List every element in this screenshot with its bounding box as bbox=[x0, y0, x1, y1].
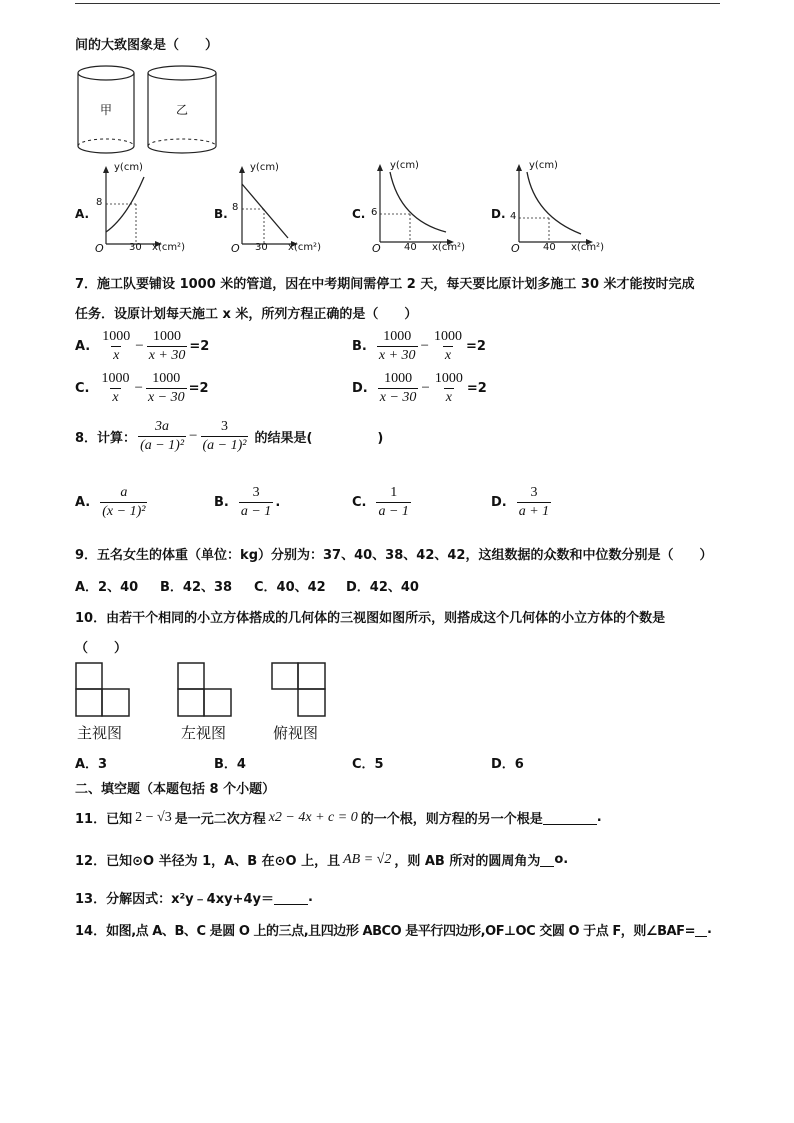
top-view bbox=[271, 662, 331, 742]
q8-option-c[interactable] bbox=[352, 484, 413, 521]
q8-option-d[interactable] bbox=[491, 484, 553, 521]
q6-stem: 间的大致图象是（ ） bbox=[75, 38, 219, 53]
q13-stem bbox=[75, 888, 313, 907]
q6-option-c-graph[interactable] bbox=[366, 158, 476, 258]
q7-c-d2: x − 30 bbox=[147, 390, 185, 405]
q7-b-n2: 1000 bbox=[434, 329, 462, 344]
q8-d-num: 3 bbox=[530, 485, 538, 500]
graph-c-y-axis-label: y(cm) bbox=[390, 160, 419, 171]
q8-option-c-label: C. bbox=[352, 495, 367, 510]
q8-d2: (a − 1)² bbox=[202, 438, 247, 453]
front-view-figure bbox=[75, 662, 135, 720]
q7-d-rhs: =2 bbox=[466, 381, 487, 396]
q14-end: . bbox=[707, 922, 712, 937]
q7-c-rhs: =2 bbox=[188, 381, 209, 396]
cylinder-yi bbox=[146, 63, 218, 158]
graph-b-x-tick: 30 bbox=[255, 242, 268, 253]
graph-d-y-axis-label: y(cm) bbox=[529, 160, 558, 171]
q7-b-d1: x + 30 bbox=[378, 348, 416, 363]
q10-option-c[interactable]: C．5 bbox=[352, 757, 384, 772]
q7-a-n2: 1000 bbox=[153, 329, 182, 344]
q11-equation: x2 − 4x + c = 0 bbox=[268, 809, 358, 825]
graph-a-y-axis-label: y(cm) bbox=[114, 162, 143, 173]
q8-d-den: a + 1 bbox=[518, 504, 550, 519]
graph-a-y-tick: 8 bbox=[96, 197, 103, 208]
q8-option-d-label: D. bbox=[491, 495, 507, 510]
q7-option-b-label: B. bbox=[352, 339, 367, 354]
q12-stem bbox=[75, 850, 568, 869]
q11-mid: 是一元二次方程 bbox=[174, 812, 266, 827]
q7-option-c-label: C. bbox=[75, 381, 90, 396]
graph-a-x-tick: 30 bbox=[129, 242, 142, 253]
q10-option-b[interactable]: B．4 bbox=[214, 757, 246, 772]
q7-b-d2: x bbox=[444, 348, 452, 363]
header-rule bbox=[75, 3, 720, 4]
q7-line1 bbox=[75, 273, 695, 292]
graph-c-x-tick: 40 bbox=[404, 242, 417, 253]
q8-option-b-label: B. bbox=[214, 495, 229, 510]
q8-c-den: a − 1 bbox=[378, 504, 409, 519]
left-view-label: 左视图 bbox=[181, 724, 227, 742]
q7-a-rhs: =2 bbox=[189, 339, 210, 354]
left-view-figure bbox=[177, 662, 237, 720]
graph-c-x-axis-label: x(cm²) bbox=[432, 242, 465, 253]
q7-c-d1: x bbox=[112, 390, 119, 405]
q7-b-rhs: =2 bbox=[466, 339, 486, 354]
q10-line2: （ ） bbox=[75, 641, 128, 656]
q7-option-d-label: D. bbox=[352, 381, 368, 396]
q9-text: 五名女生的体重（单位：kg）分别为：37、40、38、42、42，这组数据的众数和中位数分别是（ ） bbox=[97, 548, 713, 563]
q13-number: 13． bbox=[75, 892, 107, 907]
graph-b-y-tick: 8 bbox=[232, 202, 239, 213]
q7-line2: 任务．设原计划每天施工 x 米，所列方程正确的是（ ） bbox=[75, 307, 418, 322]
graph-b-x-axis-label: x(cm²) bbox=[288, 242, 321, 253]
q13-answer-blank[interactable] bbox=[274, 890, 308, 905]
q7-option-a-label: A. bbox=[75, 339, 91, 354]
section-title: 二、填空题（本题包括 8 个小题） bbox=[75, 782, 276, 797]
q7-option-b[interactable] bbox=[352, 328, 486, 365]
q8-a-den: (x − 1)² bbox=[102, 504, 146, 519]
q10-text: 由若干个相同的小立方体搭成的几何体的三视图如图所示，则搭成这个几何体的小立方体的个数是 bbox=[106, 611, 666, 626]
q7-a-frac2 bbox=[147, 328, 188, 365]
front-view bbox=[75, 662, 135, 742]
q12-pre: 已知⊙O 半径为 1，A、B 在⊙O 上，且 bbox=[106, 854, 341, 869]
q12-end: o. bbox=[554, 852, 569, 867]
q7-a-d1: x bbox=[113, 348, 120, 363]
q6-option-d-graph[interactable] bbox=[505, 158, 615, 258]
q8-c-frac bbox=[376, 484, 410, 521]
q8-frac2 bbox=[201, 418, 249, 455]
q8-n2: 3 bbox=[220, 419, 228, 434]
q9-option-d[interactable]: D．42、40 bbox=[346, 580, 419, 595]
q14-answer-blank[interactable] bbox=[695, 922, 707, 937]
graph-b-origin: O bbox=[231, 242, 240, 255]
q12-post: ，则 AB 所对的圆周角为 bbox=[394, 854, 541, 869]
cylinder-yi-label: 乙 bbox=[176, 103, 189, 117]
q8-number: 8． bbox=[75, 431, 98, 446]
graph-c-y-tick: 6 bbox=[371, 207, 378, 218]
q8-b-den: a − 1 bbox=[240, 504, 272, 519]
q7-c-n2: 1000 bbox=[152, 371, 181, 386]
q8-b-frac bbox=[239, 484, 273, 521]
minus: − bbox=[134, 380, 143, 396]
q8-option-b[interactable] bbox=[214, 484, 280, 521]
q7-b-n1: 1000 bbox=[383, 329, 412, 344]
q6-option-d-label[interactable]: D. bbox=[491, 207, 506, 221]
q11-stem bbox=[75, 808, 602, 827]
graph-a-origin: O bbox=[95, 242, 104, 255]
q10-number: 10． bbox=[75, 611, 107, 626]
q7-a-d2: x + 30 bbox=[148, 348, 186, 363]
q7-c-n1: 1000 bbox=[101, 371, 130, 386]
q13-end: . bbox=[307, 890, 313, 905]
q7-d-n1: 1000 bbox=[384, 371, 413, 386]
q12-number: 12． bbox=[75, 854, 107, 869]
q7-a-frac1 bbox=[100, 328, 132, 365]
q6-option-b-label[interactable]: B. bbox=[214, 207, 228, 221]
q8-d1: (a − 1)² bbox=[140, 438, 185, 453]
q9-number: 9． bbox=[75, 548, 98, 563]
graph-d-x-tick: 40 bbox=[543, 242, 556, 253]
q7-d-d2: x bbox=[445, 390, 452, 405]
minus: − bbox=[421, 380, 430, 396]
top-view-label: 俯视图 bbox=[273, 724, 319, 742]
q11-answer-blank[interactable] bbox=[543, 810, 597, 825]
q9-option-a[interactable]: A．2、40 bbox=[75, 580, 139, 595]
q7-option-d[interactable] bbox=[352, 370, 487, 407]
graph-a-x-axis-label: x(cm²) bbox=[152, 242, 185, 253]
graph-b-y-axis-label: y(cm) bbox=[250, 162, 279, 173]
minus: − bbox=[189, 428, 198, 444]
q8-option-a[interactable] bbox=[75, 484, 149, 521]
q7-d-frac2 bbox=[433, 370, 465, 407]
q6-option-a-graph[interactable] bbox=[92, 162, 192, 257]
graph-c-origin: O bbox=[372, 242, 381, 255]
q7-number: 7． bbox=[75, 277, 98, 292]
q10-line1 bbox=[75, 607, 665, 626]
q11-end: . bbox=[596, 810, 602, 825]
q7-c-frac1 bbox=[99, 370, 131, 407]
q7-c-frac2 bbox=[146, 370, 187, 407]
q13-text: 分解因式：x²y﹣4xy+4y＝ bbox=[106, 892, 274, 907]
left-view bbox=[177, 662, 237, 742]
q7-d-n2: 1000 bbox=[434, 371, 463, 386]
q7-d-d1: x − 30 bbox=[379, 390, 417, 405]
cylinder-jia bbox=[76, 63, 136, 158]
q9-option-c[interactable]: C．40、42 bbox=[254, 580, 326, 595]
q8-option-a-label: A. bbox=[75, 495, 91, 510]
q6-option-b-graph[interactable] bbox=[228, 162, 328, 257]
q8-a-frac bbox=[100, 484, 147, 521]
q9-option-b[interactable]: B．42、38 bbox=[160, 580, 233, 595]
q11-pre: 已知 bbox=[106, 812, 133, 827]
q12-answer-blank[interactable] bbox=[540, 852, 554, 867]
q8-b-tail: . bbox=[275, 495, 281, 510]
q7-d-frac1 bbox=[378, 370, 419, 407]
graph-d-x-axis-label: x(cm²) bbox=[571, 242, 604, 253]
q8-n1: 3a bbox=[155, 419, 170, 434]
q8-a-num: a bbox=[120, 485, 128, 500]
q7-b-frac1 bbox=[377, 328, 418, 365]
q11-root: 2 − √3 bbox=[135, 809, 172, 825]
q8-prefix: 计算： bbox=[97, 431, 137, 446]
q14-number: 14． bbox=[75, 924, 107, 939]
minus: − bbox=[420, 338, 429, 354]
front-view-label: 主视图 bbox=[77, 724, 123, 742]
q10-option-d[interactable]: D．6 bbox=[491, 757, 524, 772]
top-view-figure bbox=[271, 662, 331, 720]
q8-c-num: 1 bbox=[390, 485, 398, 500]
q8-b-num: 3 bbox=[252, 485, 260, 500]
cylinder-jia-label: 甲 bbox=[100, 103, 113, 117]
q7-option-a[interactable] bbox=[75, 328, 209, 365]
q11-post: 的一个根，则方程的另一个根是 bbox=[360, 812, 543, 827]
q6-option-c-label[interactable]: C. bbox=[352, 207, 366, 221]
q6-option-a-label[interactable]: A. bbox=[75, 207, 90, 221]
q12-equation: AB = √2 bbox=[343, 851, 392, 867]
q8-frac1 bbox=[138, 418, 186, 455]
q7-b-frac2 bbox=[432, 328, 464, 365]
q10-option-a[interactable]: A．3 bbox=[75, 757, 108, 772]
q7-option-c[interactable] bbox=[75, 370, 209, 407]
q9-stem bbox=[75, 544, 712, 563]
q11-number: 11． bbox=[75, 812, 107, 827]
q14-text: 如图,点 A、B、C 是圆 O 上的三点,且四边形 ABCO 是平行四边形,OF⊥OC 交圆 O 于点 F，则∠BAF= bbox=[106, 924, 696, 939]
q7-a-n1: 1000 bbox=[102, 329, 131, 344]
q8-d-frac bbox=[517, 484, 551, 521]
q8-suffix: 的结果是( ) bbox=[254, 431, 384, 446]
minus: − bbox=[135, 338, 144, 354]
graph-d-y-tick: 4 bbox=[510, 211, 517, 222]
q7-text-1: 施工队要铺设 1000 米的管道，因在中考期间需停工 2 天，每天要比原计划多施工 30 米才能按时完成 bbox=[97, 277, 695, 292]
q14-stem bbox=[75, 920, 712, 939]
q8-stem bbox=[75, 418, 383, 455]
graph-d-origin: O bbox=[511, 242, 520, 255]
